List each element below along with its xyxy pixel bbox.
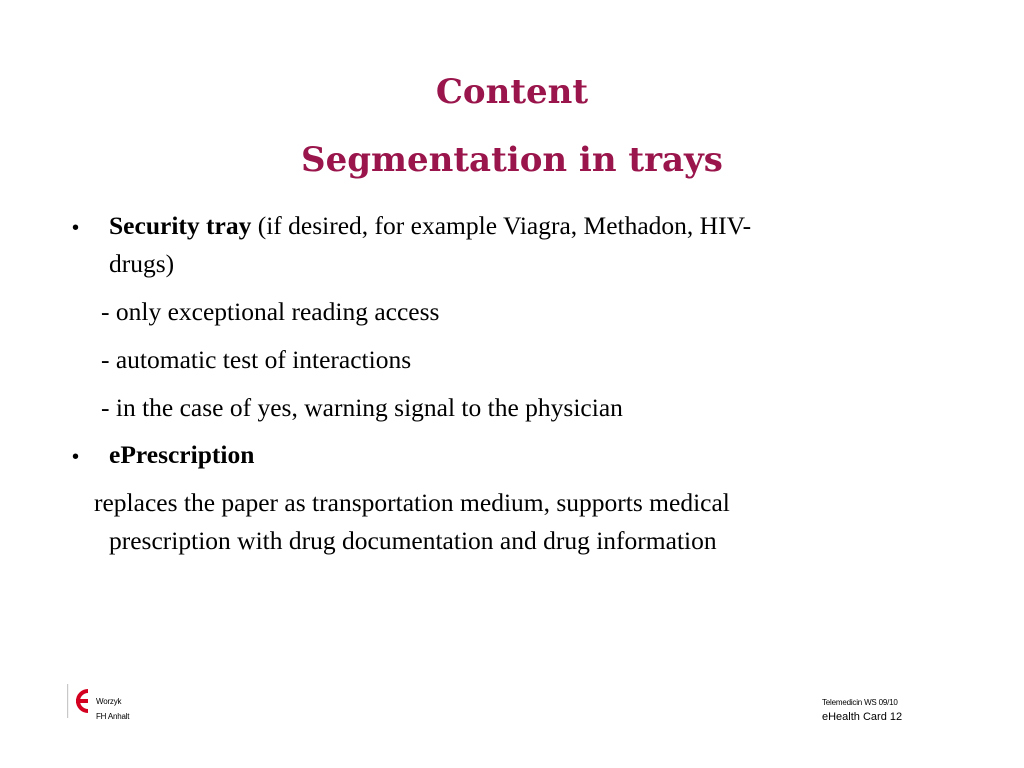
security-tray-sub-item-2: - automatic test of interactions (101, 345, 412, 374)
security-tray-line1 (109, 209, 751, 243)
security-tray-line2: drugs) (109, 249, 175, 278)
security-tray-description: (if desired, for example Viagra, Methadon, HIV- (251, 211, 752, 240)
footer-slide-label: eHealth Card 12 (822, 711, 903, 723)
footer-institution: FH Anhalt (96, 712, 130, 721)
security-tray-sub-item-1: - only exceptional reading access (101, 297, 440, 326)
eprescription-description-line1: replaces the paper as transportation medium, supports medical (94, 488, 730, 517)
slide-subtitle: Segmentation in trays (301, 140, 723, 180)
eprescription-label: ePrescription (109, 440, 255, 469)
slide-title: Content (435, 72, 589, 112)
eprescription-description-line2: prescription with drug documentation and drug information (109, 526, 717, 555)
fh-anhalt-logo-icon (67, 684, 91, 718)
bullet-dot-eprescription: • (72, 446, 80, 468)
footer-course: Telemedicin WS 09/10 (822, 698, 898, 707)
security-tray-label: Security tray (109, 211, 252, 240)
security-tray-sub-item-3: - in the case of yes, warning signal to the physician (101, 393, 623, 422)
footer-author: Worzyk (96, 697, 122, 706)
bullet-dot-security-tray: • (72, 217, 80, 239)
